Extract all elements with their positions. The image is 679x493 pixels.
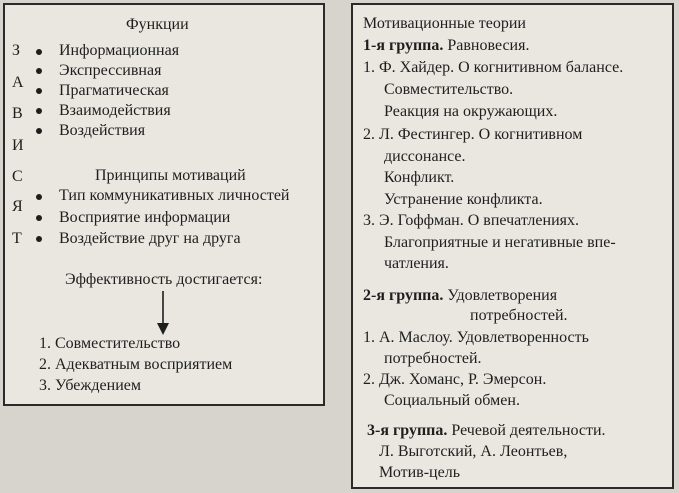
function-item: Прагматическая	[59, 82, 169, 99]
principles-title: Принципы мотиваций	[95, 167, 246, 184]
theory-sub: Совместительство.	[384, 81, 514, 98]
theories-title: Мотивационные теории	[363, 15, 526, 32]
vertical-letter: С	[12, 168, 23, 185]
theory-sub: диссонансе.	[384, 148, 466, 165]
group2-name-cont: потребностей.	[470, 307, 568, 324]
theory-sub: Устранение конфликта.	[384, 191, 543, 208]
theory-sub: Конфликт.	[384, 169, 455, 186]
group1-heading	[363, 36, 529, 55]
vertical-letter: В	[12, 105, 23, 122]
arrow-down-icon	[155, 291, 171, 335]
functions-title: Функции	[126, 16, 189, 33]
theory-sub: Социальный обмен.	[384, 392, 520, 409]
group2-label: 2-я группа.	[363, 287, 444, 304]
bullet-icon	[36, 49, 42, 55]
principle-item: Воздействие друг на друга	[59, 230, 241, 247]
theory-sub: чатления.	[384, 255, 449, 272]
group1-label: 1-я группа.	[363, 37, 444, 54]
theory-line: 1. А. Маслоу. Удовлетворенность	[363, 329, 589, 346]
group3-line: Мотив-цель	[379, 464, 460, 481]
theory-line: 3. Э. Гоффман. О впечатлениях.	[363, 212, 579, 229]
theory-line: 2. Л. Фестингер. О когнитивном	[363, 126, 583, 143]
principle-item: Восприятие информации	[59, 209, 231, 226]
theory-sub: Благоприятные и негативные впе-	[384, 234, 616, 251]
vertical-letter: З	[12, 42, 21, 59]
principle-item: Тип коммуникативных личностей	[59, 187, 290, 204]
bullet-icon	[36, 194, 42, 200]
theory-sub: потребностей.	[384, 350, 482, 367]
bullet-icon	[36, 215, 42, 221]
bullet-icon	[36, 128, 42, 134]
function-item: Информационная	[59, 42, 180, 59]
function-item: Воздействия	[59, 122, 146, 139]
vertical-letter: А	[12, 74, 24, 91]
effectiveness-item: 2. Адекватным восприятием	[39, 356, 233, 373]
theory-sub: Реакция на окружающих.	[384, 103, 558, 120]
bullet-icon	[36, 236, 42, 242]
bullet-icon	[36, 68, 42, 74]
vertical-letter: Я	[12, 198, 23, 215]
group1-name: Равновесия.	[447, 37, 530, 54]
vertical-letter: Т	[12, 230, 22, 247]
group3-label: 3-я группа.	[367, 422, 448, 439]
group2-name: Удовлетворения	[447, 287, 558, 304]
bullet-icon	[36, 88, 42, 94]
function-item: Взаимодействия	[59, 102, 171, 119]
vertical-letter: И	[12, 137, 24, 154]
group3-heading	[367, 421, 606, 440]
right-panel	[351, 3, 674, 489]
group3-line: Л. Выготский, А. Леонтьев,	[379, 443, 568, 460]
effectiveness-item: 3. Убеждением	[39, 377, 141, 394]
effectiveness-title: Эффективность достигается:	[65, 271, 263, 288]
theory-line: 1. Ф. Хайдер. О когнитивном балансе.	[363, 59, 624, 76]
bullet-icon	[36, 108, 42, 114]
group2-heading	[363, 286, 557, 305]
theory-line: 2. Дж. Хоманс, Р. Эмерсон.	[363, 371, 547, 388]
left-panel	[3, 3, 325, 406]
effectiveness-item: 1. Совместительство	[39, 335, 181, 352]
function-item: Экспрессивная	[59, 62, 162, 79]
group3-name: Речевой деятельности.	[451, 422, 606, 439]
